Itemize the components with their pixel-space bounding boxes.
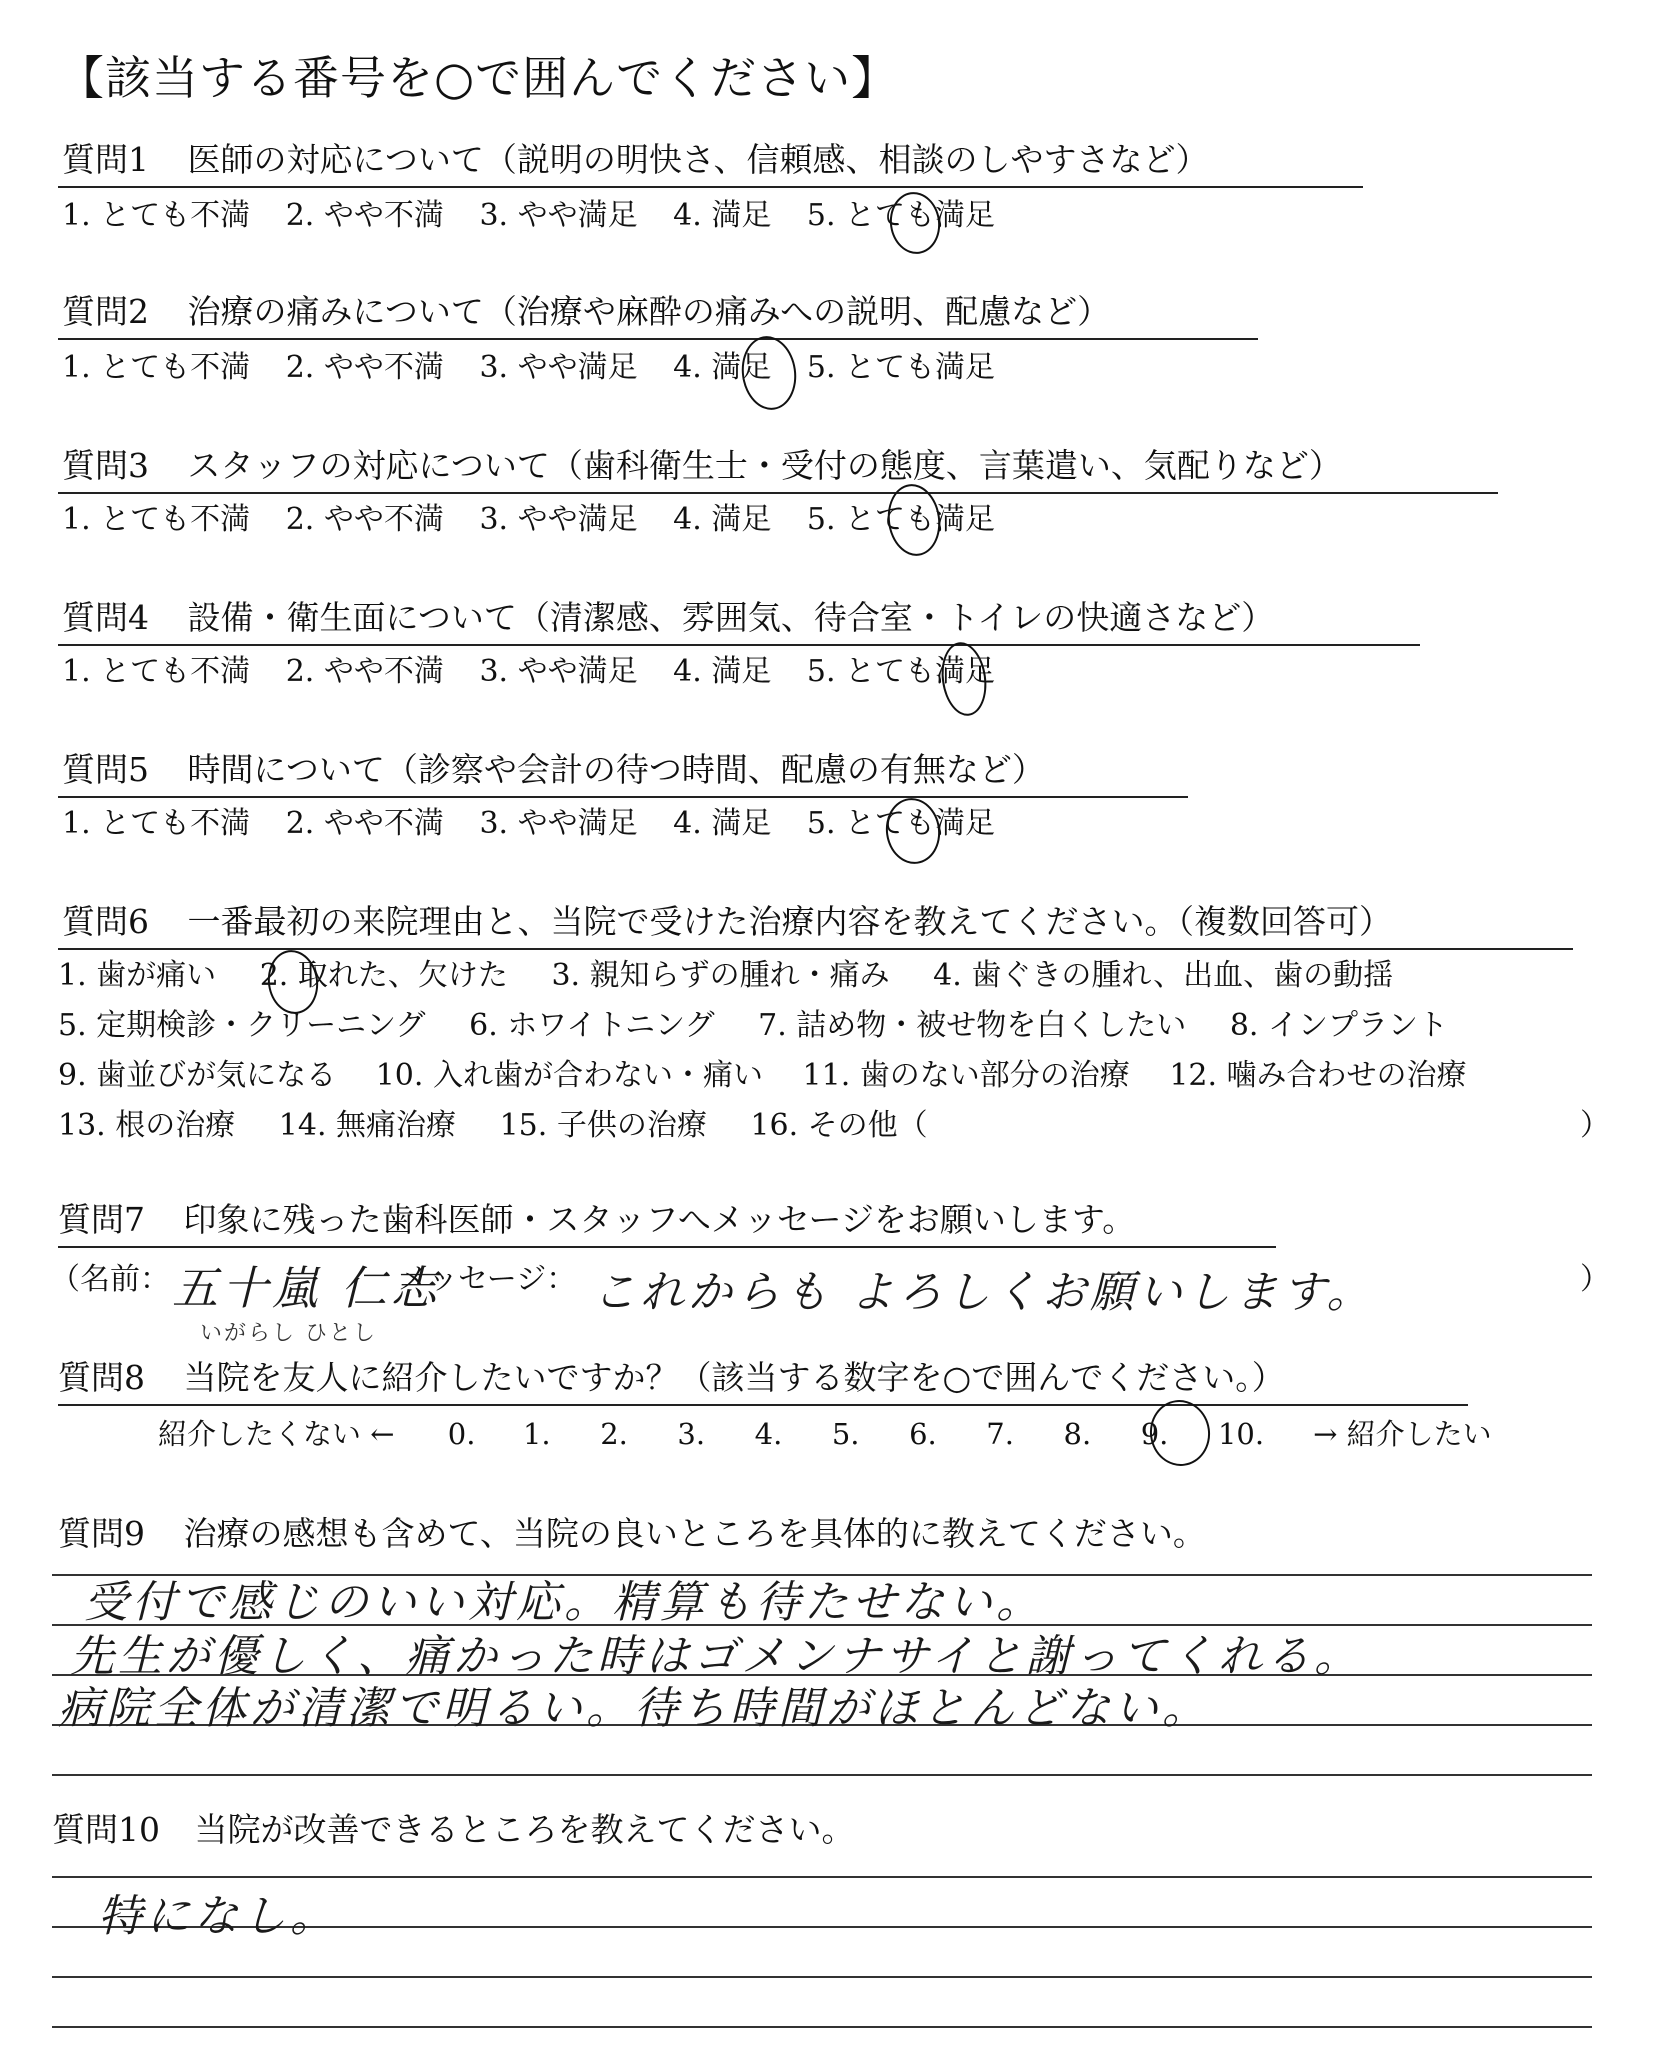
q8-option-9[interactable]: 9. [1140, 1417, 1169, 1451]
q8-option-7[interactable]: 7. [986, 1417, 1014, 1451]
question-4-title [62, 598, 1274, 638]
q1-option-2[interactable]: 2. やや不満 [285, 198, 444, 233]
q9-answer-line-3[interactable]: 病院全体が清潔で明るい。待ち時間がほとんどない。 [58, 1683, 1210, 1734]
question-5-text: 時間について（診察や会計の待つ時間、配慮の有無など） [187, 750, 1045, 789]
question-4-text: 設備・衛生面について（清潔感、雰囲気、待合室・トイレの快適さなど） [187, 598, 1275, 637]
q3-option-4[interactable]: 4. 満足 [673, 502, 772, 537]
question-10-label: 質問10 [52, 1810, 160, 1849]
question-1-underline [58, 186, 1363, 188]
q6-option-16[interactable]: 16. その他（ [750, 1108, 928, 1143]
question-6-row-4 [58, 1108, 954, 1144]
question-7-text: 印象に残った歯科医師・スタッフへメッセージをお願いします。 [183, 1200, 1136, 1239]
question-6-text: 一番最初の来院理由と、当院で受けた治療内容を教えてください。（複数回答可） [187, 902, 1392, 941]
question-7-label: 質問7 [58, 1200, 145, 1239]
q6-option-14[interactable]: 14. 無痛治療 [278, 1108, 457, 1143]
q2-option-4[interactable]: 4. 満足 [673, 350, 772, 385]
q6-other-close-paren: ） [1580, 1108, 1610, 1143]
q6-option-11[interactable]: 11. 歯のない部分の治療 [802, 1058, 1130, 1093]
q8-option-8[interactable]: 8. [1063, 1417, 1092, 1451]
q5-option-1[interactable]: 1. とても不満 [62, 806, 251, 841]
question-3-title [62, 446, 1342, 486]
q6-option-12[interactable]: 12. 噛み合わせの治療 [1169, 1058, 1467, 1093]
q6-option-15[interactable]: 15. 子供の治療 [499, 1108, 707, 1143]
question-8-title [58, 1358, 1285, 1398]
q4-selection-circle [937, 639, 991, 718]
question-6-underline [58, 948, 1573, 950]
question-7-title [58, 1200, 1135, 1240]
question-4-options [62, 654, 1021, 690]
q4-option-4[interactable]: 4. 満足 [673, 654, 772, 689]
question-5-title [62, 750, 1045, 790]
q6-option-7[interactable]: 7. 詰め物・被せ物を白くしたい [758, 1008, 1187, 1043]
question-6-row-2 [58, 1008, 1474, 1044]
q1-option-5[interactable]: 5. とても満足 [806, 198, 996, 233]
q6-option-5[interactable]: 5. 定期検診・クリーニング [58, 1008, 426, 1043]
q9-writing-line-5 [52, 1774, 1592, 1776]
question-6-label: 質問6 [62, 902, 149, 941]
question-1-title [62, 140, 1209, 180]
q1-option-4[interactable]: 4. 満足 [673, 198, 772, 233]
q9-answer-line-1[interactable]: 受付で感じのいい対応。精算も待たせない。 [84, 1577, 1044, 1628]
q4-option-5[interactable]: 5. とても満足 [806, 654, 996, 689]
q8-option-4[interactable]: 4. [754, 1417, 783, 1451]
q8-option-3[interactable]: 3. [677, 1417, 706, 1451]
q10-writing-line-4 [52, 2026, 1592, 2028]
q2-selection-circle [737, 333, 801, 414]
question-1-text: 医師の対応について（説明の明快さ、信頼感、相談のしやすさなど） [187, 140, 1209, 179]
q1-option-3[interactable]: 3. やや満足 [479, 198, 638, 233]
question-3-text: スタッフの対応について（歯科衛生士・受付の態度、言葉遣い、気配りなど） [187, 446, 1342, 485]
question-3-underline [58, 492, 1498, 494]
q3-option-5[interactable]: 5. とても満足 [806, 502, 996, 537]
q2-option-3[interactable]: 3. やや満足 [479, 350, 638, 385]
q8-scale-row [158, 1416, 1492, 1452]
question-8-underline [58, 1404, 1468, 1406]
q6-option-8[interactable]: 8. インプラント [1229, 1008, 1449, 1043]
q10-answer-line-1[interactable]: 特になし。 [98, 1891, 338, 1942]
q6-option-4[interactable]: 4. 歯ぐきの腫れ、出血、歯の動揺 [933, 958, 1394, 993]
q2-option-5[interactable]: 5. とても満足 [806, 350, 996, 385]
question-2-underline [58, 338, 1258, 340]
q8-option-1[interactable]: 1. [522, 1417, 551, 1451]
q5-option-3[interactable]: 3. やや満足 [479, 806, 638, 841]
question-3-options [62, 502, 1021, 538]
q7-message-handwritten[interactable]: これからも よろしくお願いします。 [592, 1267, 1375, 1318]
q6-option-13[interactable]: 13. 根の治療 [58, 1108, 236, 1143]
question-10-text: 当院が改善できるところを教えてください。 [194, 1810, 855, 1849]
q6-option-10[interactable]: 10. 入れ歯が合わない・痛い [375, 1058, 763, 1093]
question-5-options [62, 806, 1021, 842]
question-4-label: 質問4 [62, 598, 149, 637]
q8-selection-circle [1146, 1396, 1215, 1470]
question-1-options [62, 198, 1021, 234]
q8-option-0[interactable]: 0. [447, 1417, 476, 1451]
question-7-underline [58, 1246, 1276, 1248]
question-6-row-3 [58, 1058, 1493, 1094]
question-4-underline [58, 644, 1420, 646]
q2-option-1[interactable]: 1. とても不満 [62, 350, 251, 385]
question-8-text: 当院を友人に紹介したいですか？（該当する数字を○で囲んでください。） [183, 1358, 1285, 1397]
q8-left-label: 紹介したくない ← [158, 1417, 395, 1451]
q4-option-2[interactable]: 2. やや不満 [285, 654, 444, 689]
q5-option-2[interactable]: 2. やや不満 [285, 806, 444, 841]
q6-option-3[interactable]: 3. 親知らずの腫れ・痛み [551, 958, 890, 993]
question-2-options [62, 350, 1021, 386]
q2-option-2[interactable]: 2. やや不満 [285, 350, 444, 385]
question-6-title [62, 902, 1392, 942]
q7-close-paren: ） [1580, 1262, 1610, 1297]
q8-option-10[interactable]: 10. [1217, 1417, 1265, 1451]
q3-option-3[interactable]: 3. やや満足 [479, 502, 638, 537]
question-2-label: 質問2 [62, 292, 149, 331]
question-9-text: 治療の感想も含めて、当院の良いところを具体的に教えてください。 [183, 1514, 1206, 1553]
q10-writing-line-3 [52, 1976, 1592, 1978]
q8-right-label: → 紹介したい [1313, 1417, 1492, 1451]
q8-option-6[interactable]: 6. [909, 1417, 937, 1451]
q6-option-6[interactable]: 6. ホワイトニング [469, 1008, 715, 1043]
question-8-label: 質問8 [58, 1358, 145, 1397]
q3-option-2[interactable]: 2. やや不満 [285, 502, 444, 537]
question-1-label: 質問1 [62, 140, 149, 179]
q1-option-1[interactable]: 1. とても不満 [62, 198, 251, 233]
q6-option-1[interactable]: 1. 歯が痛い [58, 958, 217, 993]
q4-option-1[interactable]: 1. とても不満 [62, 654, 251, 689]
question-2-text: 治療の痛みについて（治療や麻酔の痛みへの説明、配慮など） [187, 292, 1111, 331]
q7-name-label: （名前： [50, 1262, 170, 1297]
question-5-underline [58, 796, 1188, 798]
q5-option-4[interactable]: 4. 満足 [673, 806, 772, 841]
q10-writing-line-1 [52, 1876, 1592, 1878]
q4-option-3[interactable]: 3. やや満足 [479, 654, 638, 689]
q7-name-handwritten[interactable]: 五十嵐 仁志 [172, 1261, 441, 1315]
form-header: 【該当する番号を○で囲んでください】 [58, 51, 899, 105]
q8-option-2[interactable]: 2. [600, 1417, 628, 1451]
question-9-label: 質問9 [58, 1514, 145, 1553]
q3-option-1[interactable]: 1. とても不満 [62, 502, 251, 537]
q7-message-label: メッセージ： [398, 1262, 577, 1297]
question-3-label: 質問3 [62, 446, 149, 485]
q7-name-reading: いがらし ひとし [200, 1321, 377, 1346]
q5-option-5[interactable]: 5. とても満足 [806, 806, 996, 841]
q8-option-5[interactable]: 5. [831, 1417, 860, 1451]
q6-option-2[interactable]: 2. 取れた、欠けた [259, 958, 508, 993]
question-2-title [62, 292, 1110, 332]
question-5-label: 質問5 [62, 750, 149, 789]
question-10-title [52, 1810, 855, 1850]
q9-answer-line-2[interactable]: 先生が優しく、痛かった時はゴメンナサイと謝ってくれる。 [70, 1631, 1363, 1682]
q6-option-9[interactable]: 9. 歯並びが気になる [58, 1058, 337, 1093]
question-9-title [58, 1514, 1206, 1554]
